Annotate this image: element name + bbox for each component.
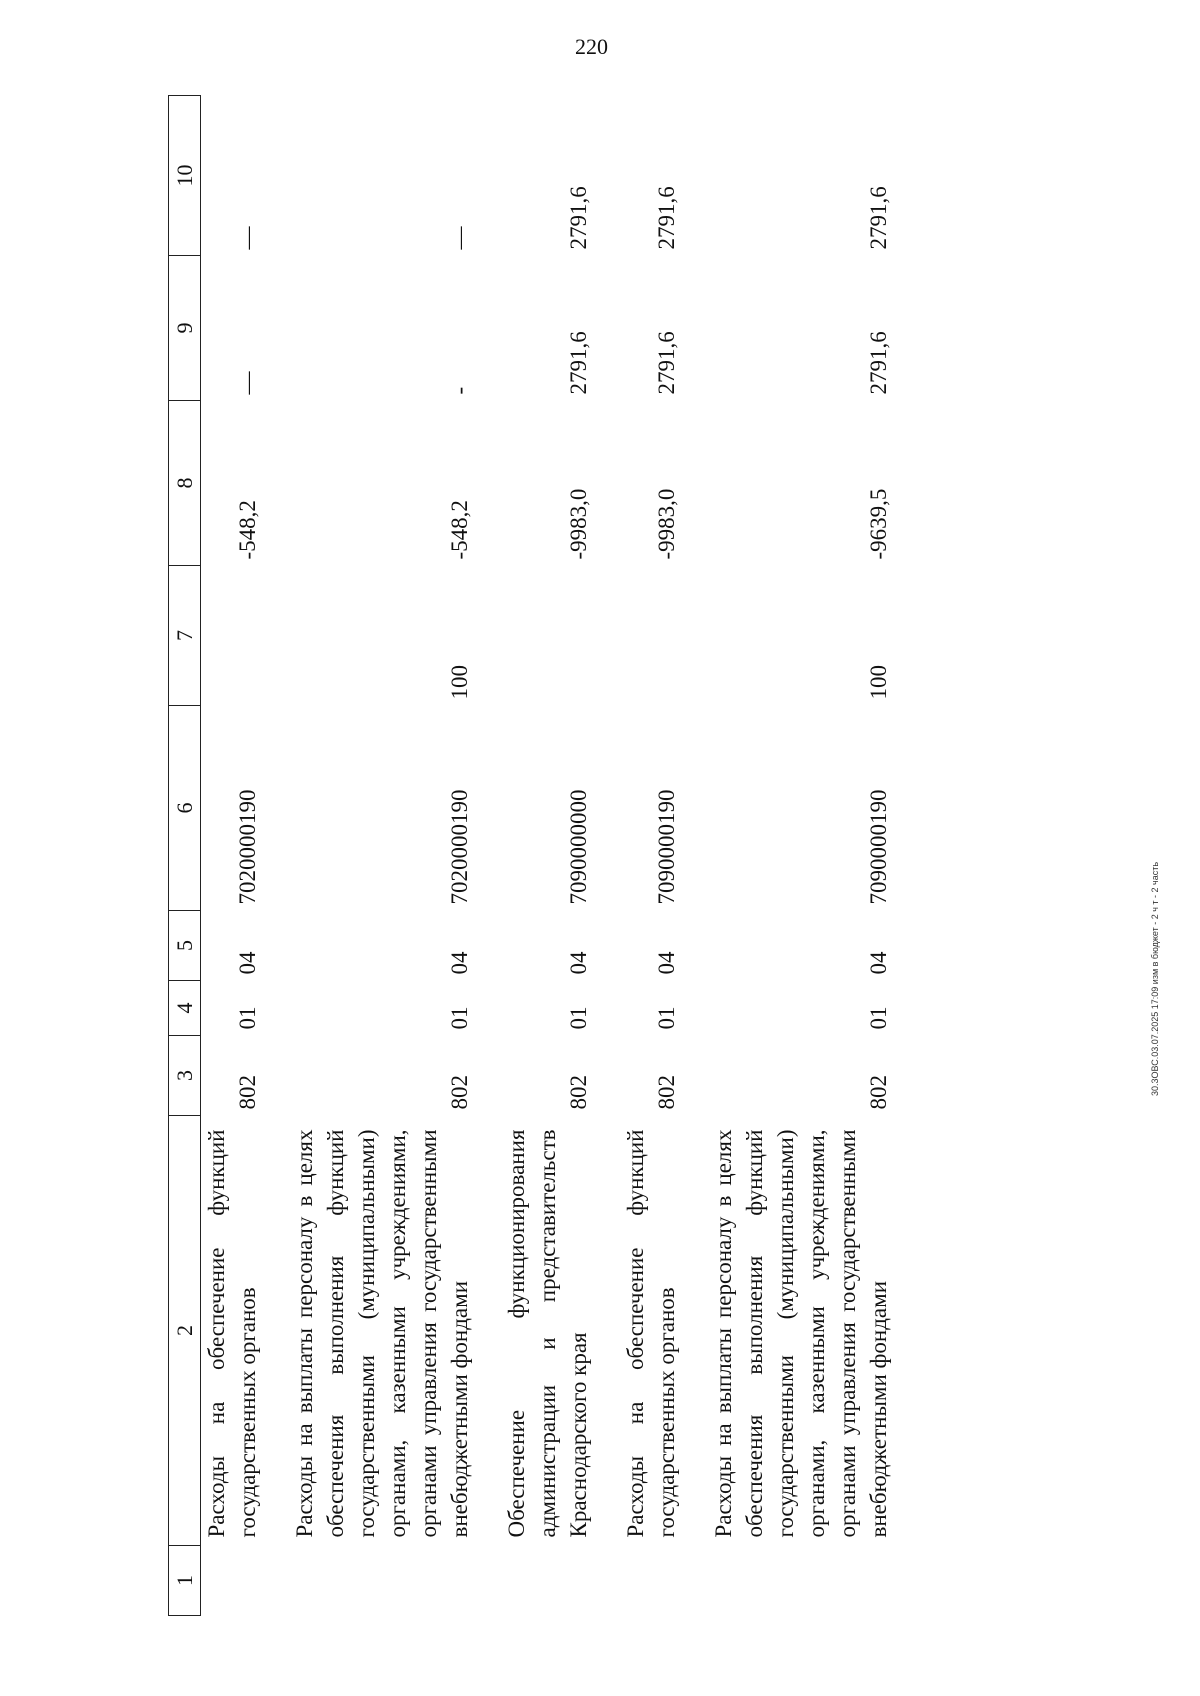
col-header-4: 4 [169, 981, 201, 1036]
table-row [201, 96, 264, 1616]
cell-vr: 100 [447, 665, 472, 700]
cell-amount-2: 2791,6 [566, 331, 591, 395]
cell-vr [501, 566, 594, 706]
col-header-10: 10 [169, 96, 201, 256]
cell-csr: 7090000190 [866, 789, 891, 905]
col-header-5: 5 [169, 911, 201, 981]
row-description: Расходы на выплаты персоналу в целях обеспечения выполнения функций государственными (муниципальными) органами, казенными учреждениями, органами управления государственными внебюджетными фондами [292, 1129, 472, 1538]
col-header-6: 6 [169, 706, 201, 911]
row-description: Обеспечение функционирования администрации и представительств Краснодарского края [504, 1129, 591, 1538]
col-header-7: 7 [169, 566, 201, 706]
col-header-1: 1 [169, 1546, 201, 1616]
col-header-2: 2 [169, 1116, 201, 1546]
cell-amount-2: 2791,6 [866, 331, 891, 395]
cell-amount-3: 2791,6 [866, 186, 891, 250]
budget-table [168, 95, 894, 1616]
rotated-table-container [168, 96, 1088, 1616]
cell-ved: 802 [866, 1075, 891, 1110]
row-description: Расходы на выплаты персоналу в целях обеспечения выполнения функций государственными (муниципальными) органами, казенными учреждениями, органами управления государственными внебюджетными фондами [711, 1129, 891, 1538]
cell-csr: 7020000190 [447, 789, 472, 905]
cell-amount-1: -548,2 [235, 500, 260, 560]
cell-vr: 100 [866, 665, 891, 700]
page-number: 220 [575, 34, 608, 59]
cell-amount-3: — [447, 226, 472, 250]
cell-amount-1: -9983,0 [654, 488, 679, 560]
cell-amount-1: -548,2 [447, 500, 472, 560]
cell-pr: 04 [447, 951, 472, 975]
col-header-9: 9 [169, 256, 201, 401]
cell-csr: 7090000000 [566, 789, 591, 905]
cell-vr [201, 566, 264, 706]
cell-pr: 04 [654, 951, 679, 975]
cell-amount-3: — [235, 226, 260, 250]
row-description: Расходы на обеспечение функций государственных органов [623, 1129, 679, 1538]
cell-ved: 802 [235, 1075, 260, 1110]
table-row [708, 96, 894, 1616]
cell-amount-2: — [235, 371, 260, 395]
table-row [289, 96, 475, 1616]
cell-rz: 01 [235, 1006, 260, 1030]
cell-ved: 802 [447, 1075, 472, 1110]
cell-csr: 7090000190 [654, 789, 679, 905]
cell-amount-3: 2791,6 [654, 186, 679, 250]
cell-rz: 01 [866, 1006, 891, 1030]
cell-pr: 04 [866, 951, 891, 975]
cell-rz: 01 [654, 1006, 679, 1030]
document-footer-code: 30.3ОВС.03.07.2025 17:09 изм в бюджет - 2 ч т - 2 часть [1150, 861, 1160, 1096]
cell-ved: 802 [654, 1075, 679, 1110]
cell-amount-1: -9639,5 [866, 488, 891, 560]
cell-vr [620, 566, 682, 706]
cell-amount-2: - [447, 386, 472, 395]
col-header-8: 8 [169, 401, 201, 566]
cell-ved: 802 [566, 1075, 591, 1110]
table-body [201, 96, 895, 1616]
cell-amount-2: 2791,6 [654, 331, 679, 395]
cell-pr: 04 [566, 951, 591, 975]
table-header [169, 96, 201, 1616]
cell-pr: 04 [235, 951, 260, 975]
cell-rz: 01 [566, 1006, 591, 1030]
row-description: Расходы на обеспечение функций государственных органов [204, 1129, 260, 1538]
cell-rz: 01 [447, 1006, 472, 1030]
col-header-3: 3 [169, 1036, 201, 1116]
table-row [501, 96, 594, 1616]
cell-amount-3: 2791,6 [566, 186, 591, 250]
cell-csr: 7020000190 [235, 789, 260, 905]
cell-amount-1: -9983,0 [566, 488, 591, 560]
table-row [620, 96, 682, 1616]
